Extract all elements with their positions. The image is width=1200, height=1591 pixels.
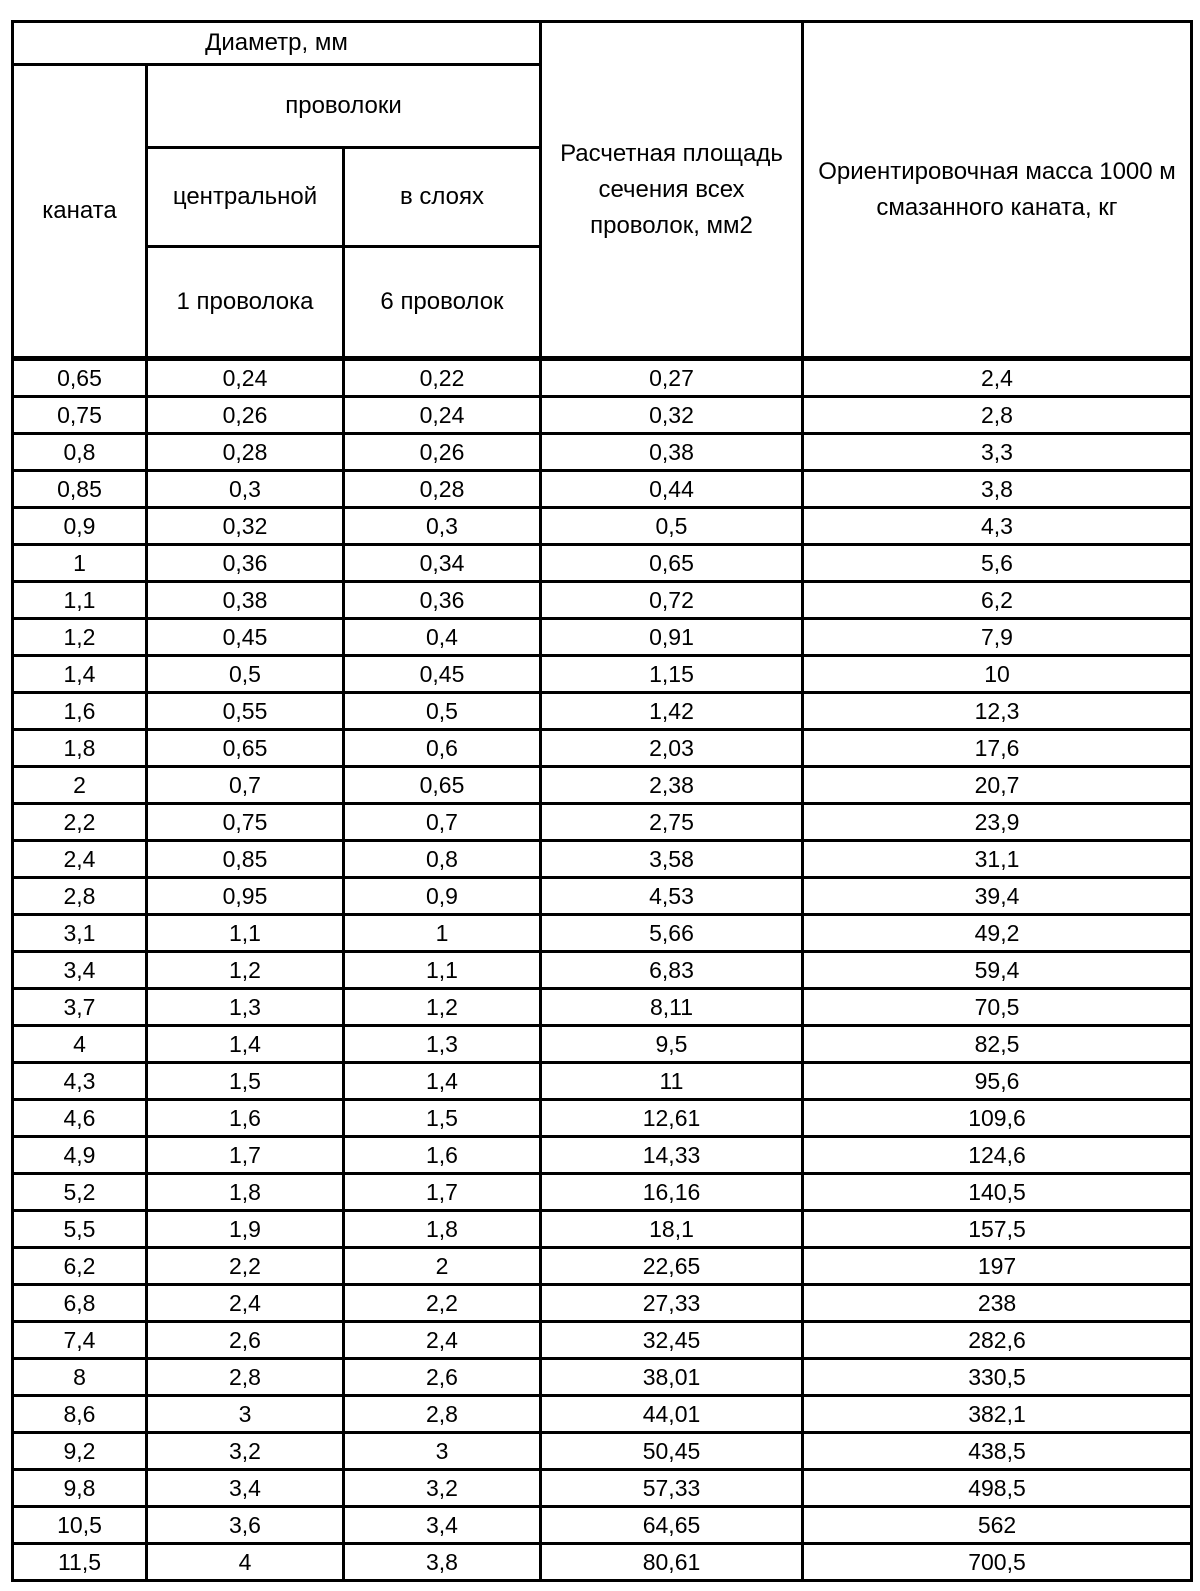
cell-r23-c2: 1,8 [147,1174,344,1211]
table-row [13,1137,1192,1174]
cell-r9-c3: 0,45 [344,656,541,693]
cell-r30-c2: 3,2 [147,1433,344,1470]
cell-r29-c2: 3 [147,1396,344,1433]
cell-r3-c5: 3,3 [803,434,1192,471]
table-row [13,1544,1192,1581]
cell-r25-c5: 197 [803,1248,1192,1285]
table-row [13,730,1192,767]
table-row [13,1470,1192,1507]
cell-r19-c4: 9,5 [541,1026,803,1063]
cell-r17-c1: 3,4 [13,952,147,989]
cell-r1-c3: 0,22 [344,359,541,397]
cell-r14-c4: 3,58 [541,841,803,878]
cell-r17-c2: 1,2 [147,952,344,989]
cell-r6-c3: 0,34 [344,545,541,582]
cell-r31-c1: 9,8 [13,1470,147,1507]
cell-r25-c1: 6,2 [13,1248,147,1285]
cell-r15-c4: 4,53 [541,878,803,915]
cell-r7-c4: 0,72 [541,582,803,619]
cell-r12-c2: 0,7 [147,767,344,804]
cell-r8-c1: 1,2 [13,619,147,656]
cell-r28-c3: 2,6 [344,1359,541,1396]
cell-r13-c2: 0,75 [147,804,344,841]
cell-r33-c4: 80,61 [541,1544,803,1581]
cell-r22-c4: 14,33 [541,1137,803,1174]
cell-r28-c4: 38,01 [541,1359,803,1396]
cell-r26-c2: 2,4 [147,1285,344,1322]
cell-r23-c1: 5,2 [13,1174,147,1211]
cell-r13-c1: 2,2 [13,804,147,841]
cell-r4-c4: 0,44 [541,471,803,508]
cell-r15-c3: 0,9 [344,878,541,915]
cell-r15-c1: 2,8 [13,878,147,915]
table-header [13,22,1192,359]
cell-r10-c5: 12,3 [803,693,1192,730]
cell-r24-c1: 5,5 [13,1211,147,1248]
table-row [13,1507,1192,1544]
cell-r17-c3: 1,1 [344,952,541,989]
table-row [13,471,1192,508]
cell-r28-c2: 2,8 [147,1359,344,1396]
table-row [13,1174,1192,1211]
cell-r20-c5: 95,6 [803,1063,1192,1100]
cell-r26-c5: 238 [803,1285,1192,1322]
cell-r5-c1: 0,9 [13,508,147,545]
cell-r19-c3: 1,3 [344,1026,541,1063]
cell-r4-c3: 0,28 [344,471,541,508]
cell-r33-c5: 700,5 [803,1544,1192,1581]
cell-r21-c2: 1,6 [147,1100,344,1137]
cell-r15-c5: 39,4 [803,878,1192,915]
cell-r11-c4: 2,03 [541,730,803,767]
cell-r12-c3: 0,65 [344,767,541,804]
cell-r8-c4: 0,91 [541,619,803,656]
cell-r29-c3: 2,8 [344,1396,541,1433]
table-row [13,434,1192,471]
cell-r32-c5: 562 [803,1507,1192,1544]
cell-r27-c3: 2,4 [344,1322,541,1359]
cell-r25-c2: 2,2 [147,1248,344,1285]
cell-r1-c1: 0,65 [13,359,147,397]
cell-r33-c1: 11,5 [13,1544,147,1581]
cell-r24-c3: 1,8 [344,1211,541,1248]
cell-r14-c2: 0,85 [147,841,344,878]
table-row [13,878,1192,915]
cell-r10-c4: 1,42 [541,693,803,730]
cell-r24-c4: 18,1 [541,1211,803,1248]
cell-r20-c4: 11 [541,1063,803,1100]
cell-r30-c5: 438,5 [803,1433,1192,1470]
header-in-layers: в слоях [344,148,541,247]
cell-r1-c2: 0,24 [147,359,344,397]
header-diameter-group: Диаметр, мм [13,22,541,65]
header-rope: каната [13,65,147,359]
header-mass: Ориентировочная масса 1000 м смазанного каната, кг [803,22,1192,359]
cell-r16-c4: 5,66 [541,915,803,952]
cell-r2-c3: 0,24 [344,397,541,434]
cell-r2-c5: 2,8 [803,397,1192,434]
cell-r14-c1: 2,4 [13,841,147,878]
table-row [13,767,1192,804]
cell-r5-c3: 0,3 [344,508,541,545]
cell-r4-c5: 3,8 [803,471,1192,508]
cell-r2-c1: 0,75 [13,397,147,434]
cell-r27-c5: 282,6 [803,1322,1192,1359]
cell-r12-c1: 2 [13,767,147,804]
table-row [13,1396,1192,1433]
cell-r27-c2: 2,6 [147,1322,344,1359]
cell-r7-c5: 6,2 [803,582,1192,619]
table-row [13,545,1192,582]
cell-r22-c1: 4,9 [13,1137,147,1174]
cell-r1-c5: 2,4 [803,359,1192,397]
table-row [13,952,1192,989]
cell-r3-c1: 0,8 [13,434,147,471]
cell-r22-c3: 1,6 [344,1137,541,1174]
cell-r32-c4: 64,65 [541,1507,803,1544]
cell-r14-c5: 31,1 [803,841,1192,878]
cell-r24-c2: 1,9 [147,1211,344,1248]
rope-spec-table [11,20,1193,1582]
cell-r2-c2: 0,26 [147,397,344,434]
cell-r27-c4: 32,45 [541,1322,803,1359]
cell-r25-c3: 2 [344,1248,541,1285]
cell-r27-c1: 7,4 [13,1322,147,1359]
cell-r10-c3: 0,5 [344,693,541,730]
cell-r3-c3: 0,26 [344,434,541,471]
cell-r29-c5: 382,1 [803,1396,1192,1433]
table-row [13,1026,1192,1063]
cell-r32-c1: 10,5 [13,1507,147,1544]
cell-r12-c5: 20,7 [803,767,1192,804]
cell-r26-c1: 6,8 [13,1285,147,1322]
table-row [13,693,1192,730]
cell-r3-c2: 0,28 [147,434,344,471]
header-six-wires: 6 проволок [344,247,541,359]
cell-r26-c4: 27,33 [541,1285,803,1322]
header-central-wire: центральной [147,148,344,247]
cell-r19-c2: 1,4 [147,1026,344,1063]
table-row [13,508,1192,545]
cell-r18-c4: 8,11 [541,989,803,1026]
table-row [13,397,1192,434]
header-row-1 [13,22,1192,65]
cell-r31-c4: 57,33 [541,1470,803,1507]
header-wires-group: проволоки [147,65,541,148]
cell-r32-c2: 3,6 [147,1507,344,1544]
cell-r12-c4: 2,38 [541,767,803,804]
cell-r30-c3: 3 [344,1433,541,1470]
cell-r20-c2: 1,5 [147,1063,344,1100]
cell-r9-c2: 0,5 [147,656,344,693]
cell-r9-c4: 1,15 [541,656,803,693]
header-section-area: Расчетная площадь сечения всех проволок, мм2 [541,22,803,359]
cell-r8-c5: 7,9 [803,619,1192,656]
cell-r31-c5: 498,5 [803,1470,1192,1507]
cell-r33-c2: 4 [147,1544,344,1581]
cell-r21-c5: 109,6 [803,1100,1192,1137]
cell-r16-c2: 1,1 [147,915,344,952]
cell-r1-c4: 0,27 [541,359,803,397]
cell-r14-c3: 0,8 [344,841,541,878]
table-row [13,1248,1192,1285]
cell-r18-c5: 70,5 [803,989,1192,1026]
cell-r4-c2: 0,3 [147,471,344,508]
cell-r20-c3: 1,4 [344,1063,541,1100]
cell-r10-c1: 1,6 [13,693,147,730]
table-row [13,1359,1192,1396]
cell-r6-c2: 0,36 [147,545,344,582]
cell-r29-c4: 44,01 [541,1396,803,1433]
cell-r11-c5: 17,6 [803,730,1192,767]
cell-r11-c2: 0,65 [147,730,344,767]
cell-r5-c2: 0,32 [147,508,344,545]
cell-r6-c1: 1 [13,545,147,582]
cell-r19-c1: 4 [13,1026,147,1063]
cell-r7-c2: 0,38 [147,582,344,619]
cell-r16-c1: 3,1 [13,915,147,952]
cell-r7-c1: 1,1 [13,582,147,619]
cell-r17-c4: 6,83 [541,952,803,989]
cell-r11-c1: 1,8 [13,730,147,767]
cell-r21-c1: 4,6 [13,1100,147,1137]
cell-r23-c5: 140,5 [803,1174,1192,1211]
cell-r5-c4: 0,5 [541,508,803,545]
cell-r10-c2: 0,55 [147,693,344,730]
table-row [13,1063,1192,1100]
table-row [13,989,1192,1026]
cell-r32-c3: 3,4 [344,1507,541,1544]
table-row [13,656,1192,693]
cell-r29-c1: 8,6 [13,1396,147,1433]
cell-r16-c5: 49,2 [803,915,1192,952]
table-row [13,1322,1192,1359]
header-one-wire: 1 проволока [147,247,344,359]
table-row [13,582,1192,619]
cell-r30-c1: 9,2 [13,1433,147,1470]
cell-r31-c3: 3,2 [344,1470,541,1507]
cell-r24-c5: 157,5 [803,1211,1192,1248]
cell-r19-c5: 82,5 [803,1026,1192,1063]
cell-r23-c4: 16,16 [541,1174,803,1211]
cell-r33-c3: 3,8 [344,1544,541,1581]
cell-r22-c5: 124,6 [803,1137,1192,1174]
cell-r22-c2: 1,7 [147,1137,344,1174]
cell-r17-c5: 59,4 [803,952,1192,989]
cell-r28-c1: 8 [13,1359,147,1396]
table-row [13,1433,1192,1470]
table-row [13,804,1192,841]
table-row [13,1211,1192,1248]
cell-r18-c1: 3,7 [13,989,147,1026]
cell-r13-c5: 23,9 [803,804,1192,841]
cell-r13-c4: 2,75 [541,804,803,841]
cell-r18-c2: 1,3 [147,989,344,1026]
table-row [13,1100,1192,1137]
cell-r6-c4: 0,65 [541,545,803,582]
cell-r31-c2: 3,4 [147,1470,344,1507]
cell-r23-c3: 1,7 [344,1174,541,1211]
cell-r9-c5: 10 [803,656,1192,693]
cell-r15-c2: 0,95 [147,878,344,915]
cell-r11-c3: 0,6 [344,730,541,767]
cell-r18-c3: 1,2 [344,989,541,1026]
cell-r2-c4: 0,32 [541,397,803,434]
cell-r6-c5: 5,6 [803,545,1192,582]
cell-r8-c3: 0,4 [344,619,541,656]
table-body [13,359,1192,1581]
table-row [13,1285,1192,1322]
cell-r3-c4: 0,38 [541,434,803,471]
cell-r30-c4: 50,45 [541,1433,803,1470]
cell-r8-c2: 0,45 [147,619,344,656]
cell-r21-c3: 1,5 [344,1100,541,1137]
cell-r5-c5: 4,3 [803,508,1192,545]
table-row [13,841,1192,878]
cell-r13-c3: 0,7 [344,804,541,841]
table-row [13,915,1192,952]
table-row [13,619,1192,656]
cell-r7-c3: 0,36 [344,582,541,619]
cell-r16-c3: 1 [344,915,541,952]
table-row [13,359,1192,397]
cell-r25-c4: 22,65 [541,1248,803,1285]
cell-r4-c1: 0,85 [13,471,147,508]
cell-r9-c1: 1,4 [13,656,147,693]
cell-r20-c1: 4,3 [13,1063,147,1100]
cell-r21-c4: 12,61 [541,1100,803,1137]
cell-r26-c3: 2,2 [344,1285,541,1322]
cell-r28-c5: 330,5 [803,1359,1192,1396]
